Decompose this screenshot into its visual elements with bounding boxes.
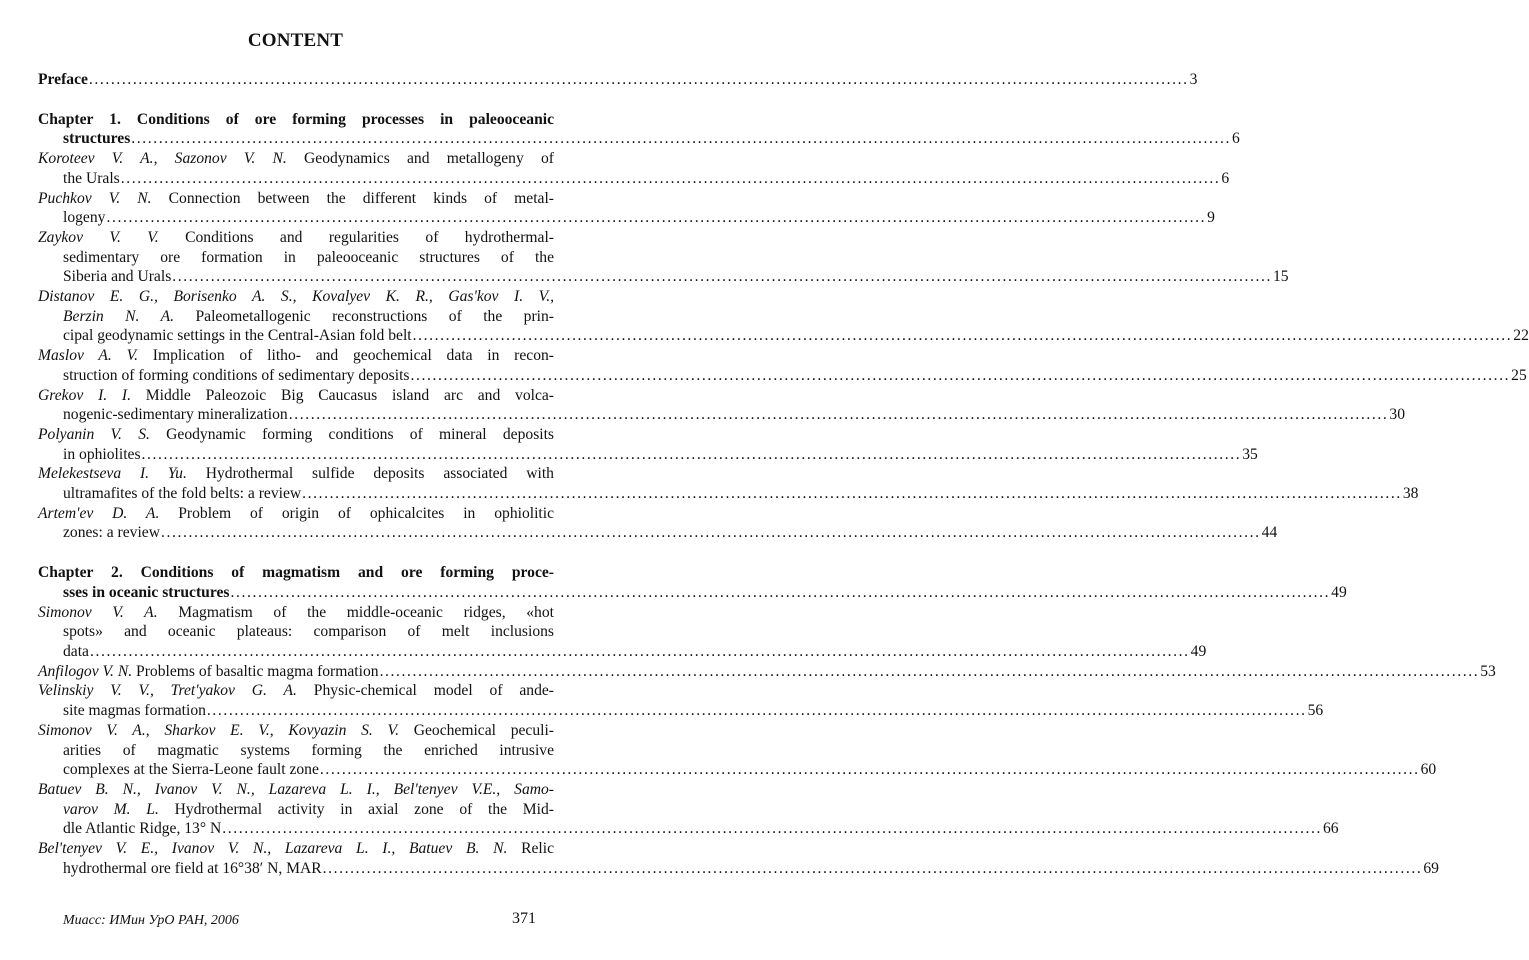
entry-line bbox=[38, 603, 554, 623]
entry-authors-cont: Berzin N. A. bbox=[63, 307, 175, 325]
entry-text: Chapter 2. Conditions of magmatism and ore forming proce- bbox=[38, 564, 554, 582]
dot-leader: ........................................................................................................................................................................................................ bbox=[410, 366, 1511, 384]
entry-line bbox=[38, 800, 554, 820]
toc-entry bbox=[38, 425, 1258, 464]
entry-line-with-page bbox=[38, 642, 1207, 662]
toc-entry bbox=[38, 780, 1339, 839]
entry-text: Paleometallogenic reconstructions of the prin- bbox=[195, 307, 554, 325]
entry-text: Relic bbox=[521, 840, 555, 858]
entry-line bbox=[38, 110, 554, 130]
toc-section-heading bbox=[38, 70, 1198, 90]
entry-text: hydrothermal ore field at 16°38′ N, MAR bbox=[63, 859, 322, 877]
entry-page-number: 56 bbox=[1307, 702, 1324, 720]
entry-authors: Simonov V. A. bbox=[38, 603, 158, 621]
entry-page-number: 60 bbox=[1420, 761, 1437, 779]
entry-line-text bbox=[63, 859, 322, 879]
entry-authors: Grekov I. I. bbox=[38, 386, 132, 404]
dot-leader: ........................................................................................................................................................................................................ bbox=[288, 406, 1389, 424]
entry-authors: Simonov V. A., Sharkov E. V., Kovyazin S. V. bbox=[38, 721, 399, 739]
entry-text: Siberia and Urals bbox=[63, 268, 172, 286]
dot-leader: ........................................................................................................................................................................................................ bbox=[412, 327, 1513, 345]
entry-text: sedimentary ore formation in paleooceanic structures of the bbox=[63, 248, 554, 266]
entry-authors: Velinskiy V. V., Tret'yakov G. A. bbox=[38, 682, 297, 700]
entry-authors: Puchkov V. N. bbox=[38, 189, 152, 207]
dot-leader: ........................................................................................................................................................................................................ bbox=[131, 130, 1231, 148]
entry-line-with-page bbox=[38, 819, 1339, 839]
toc-entry bbox=[38, 504, 1278, 543]
dot-leader: ........................................................................................................................................................................................................ bbox=[206, 702, 1307, 720]
entry-line-with-page bbox=[38, 445, 1258, 465]
entry-text: spots» and oceanic plateaus: comparison of melt inclusions bbox=[63, 623, 554, 641]
entry-line bbox=[38, 425, 554, 445]
entry-line-text bbox=[63, 169, 120, 189]
entry-line-text bbox=[63, 129, 130, 149]
toc-entry bbox=[38, 189, 1215, 228]
dot-leader: ........................................................................................................................................................................................................ bbox=[88, 71, 1189, 88]
entry-line-with-page bbox=[38, 405, 1406, 425]
entry-authors: Batuev B. N., Ivanov V. N., Lazareva L. I., Bel'tenyev V.E., Samo- bbox=[38, 780, 554, 798]
entry-line bbox=[38, 228, 554, 248]
entry-line bbox=[38, 346, 554, 366]
entry-authors: Artem'ev D. A. bbox=[38, 504, 160, 522]
entry-line-with-page bbox=[38, 662, 1496, 682]
entry-page-number: 66 bbox=[1322, 820, 1339, 838]
dot-leader: ........................................................................................................................................................................................................ bbox=[160, 524, 1261, 542]
entry-line-with-page bbox=[38, 169, 1230, 189]
entry-authors: Bel'tenyev V. E., Ivanov V. N., Lazareva L. I., Batuev B. N. bbox=[38, 840, 508, 858]
entry-page-number: 25 bbox=[1511, 366, 1527, 384]
publisher-footer: Миасс: ИМин УрО РАН, 2006 bbox=[63, 913, 239, 928]
entry-line-with-page bbox=[38, 70, 1198, 90]
entry-text: Geochemical peculi- bbox=[413, 721, 554, 739]
dot-leader: ........................................................................................................................................................................................................ bbox=[222, 820, 1322, 838]
entry-line-with-page bbox=[38, 129, 1240, 149]
entry-line-with-page bbox=[38, 484, 1419, 504]
page-number: 371 bbox=[512, 910, 536, 927]
dot-leader: ........................................................................................................................................................................................................ bbox=[319, 761, 1420, 779]
toc-entry bbox=[38, 721, 1437, 780]
entry-line-with-page bbox=[38, 859, 1439, 879]
entry-line-text bbox=[63, 445, 141, 465]
toc-entry bbox=[38, 464, 1419, 503]
page-title: CONTENT bbox=[247, 30, 344, 51]
entry-text: Hydrothermal sulfide deposits associated with bbox=[205, 465, 554, 483]
entry-text: Chapter 1. Conditions of ore forming processes in paleooceanic bbox=[38, 110, 554, 128]
entry-line bbox=[38, 189, 554, 209]
entry-text: Magmatism of the middle-oceanic ridges, «hot bbox=[178, 603, 554, 621]
entry-line bbox=[38, 287, 554, 307]
entry-authors-cont: varov M. L. bbox=[63, 800, 159, 818]
entry-text: logeny bbox=[63, 209, 106, 227]
entry-page-number: 6 bbox=[1221, 169, 1230, 187]
entry-text: Middle Paleozoic Big Caucasus island arc and volca- bbox=[145, 386, 554, 404]
entry-page-number: 38 bbox=[1402, 485, 1419, 503]
entry-line-with-page bbox=[38, 523, 1278, 543]
entry-line-text bbox=[63, 484, 301, 504]
entry-text: zones: a review bbox=[63, 524, 160, 542]
entry-text: Geodynamic forming conditions of mineral deposits bbox=[166, 425, 554, 443]
entry-text: site magmas formation bbox=[63, 702, 206, 720]
entry-line-with-page bbox=[38, 208, 1215, 228]
entry-page-number: 49 bbox=[1331, 583, 1347, 601]
entry-authors: Anfilogov V. N. bbox=[38, 662, 133, 680]
entry-text: cipal geodynamic settings in the Central-Asian fold belt bbox=[63, 327, 412, 345]
entry-authors: Distanov E. G., Borisenko A. S., Kovalyev K. R., Gas'kov I. V., bbox=[38, 288, 554, 306]
entry-line bbox=[38, 504, 554, 524]
entry-line bbox=[38, 307, 554, 327]
toc-entry bbox=[38, 346, 1527, 385]
entry-text: arities of magmatic systems forming the enriched intrusive bbox=[63, 741, 554, 759]
entry-text: dle Atlantic Ridge, 13° N bbox=[63, 820, 222, 838]
entry-line-text bbox=[63, 326, 412, 346]
dot-leader: ........................................................................................................................................................................................................ bbox=[379, 662, 1480, 680]
toc-section-heading bbox=[38, 563, 1347, 602]
entry-text: Conditions and regularities of hydrothermal- bbox=[185, 228, 554, 246]
toc-section-heading bbox=[38, 110, 1240, 149]
entry-line bbox=[38, 681, 554, 701]
toc-entry bbox=[38, 681, 1324, 720]
entry-authors: Koroteev V. A., Sazonov V. N. bbox=[38, 150, 287, 168]
entry-text: in ophiolites bbox=[63, 445, 141, 463]
entry-line-text bbox=[63, 642, 89, 662]
entry-text: complexes at the Sierra-Leone fault zone bbox=[63, 761, 319, 779]
entry-text: Implication of litho- and geochemical data in recon- bbox=[152, 347, 554, 365]
entry-text: Preface bbox=[38, 71, 88, 88]
entry-text: nogenic-sedimentary mineralization bbox=[63, 406, 288, 424]
dot-leader: ........................................................................................................................................................................................................ bbox=[172, 268, 1272, 286]
entry-text: struction of forming conditions of sedimentary deposits bbox=[63, 366, 410, 384]
dot-leader: ........................................................................................................................................................................................................ bbox=[120, 169, 1221, 187]
entry-line-text bbox=[63, 405, 288, 425]
entry-text: the Urals bbox=[63, 169, 120, 187]
entry-line-text bbox=[63, 701, 206, 721]
entry-line-text bbox=[38, 70, 88, 90]
entry-line-text bbox=[38, 662, 379, 682]
entry-line-with-page bbox=[38, 760, 1437, 780]
entry-line-with-page bbox=[38, 701, 1324, 721]
toc-entry bbox=[38, 149, 1230, 188]
entry-line bbox=[38, 721, 554, 741]
entry-page-number: 22 bbox=[1513, 327, 1529, 345]
entry-line bbox=[38, 780, 554, 800]
entry-line-with-page bbox=[38, 583, 1347, 603]
entry-authors: Maslov A. V. bbox=[38, 347, 138, 365]
entry-text: sses in oceanic structures bbox=[63, 583, 230, 601]
entry-authors: Polyanin V. S. bbox=[38, 425, 150, 443]
entry-page-number: 49 bbox=[1190, 642, 1207, 660]
toc-entry bbox=[38, 662, 1496, 682]
section-gap bbox=[38, 543, 554, 563]
entry-text: Physic-chemical model of ande- bbox=[313, 682, 554, 700]
toc-entry bbox=[38, 603, 1207, 662]
entry-line-text bbox=[63, 366, 409, 386]
entry-line-with-page bbox=[38, 326, 1529, 346]
dot-leader: ........................................................................................................................................................................................................ bbox=[106, 209, 1207, 227]
entry-line bbox=[38, 464, 554, 484]
dot-leader: ........................................................................................................................................................................................................ bbox=[230, 583, 1331, 601]
toc-entry bbox=[38, 287, 1529, 346]
toc-entry bbox=[38, 386, 1406, 425]
entry-line-with-page bbox=[38, 366, 1527, 386]
entry-line-text bbox=[63, 208, 105, 228]
entry-line-text bbox=[63, 819, 221, 839]
entry-page-number: 6 bbox=[1231, 130, 1240, 148]
entry-text: structures bbox=[63, 130, 131, 148]
entry-text: Problems of basaltic magma formation bbox=[136, 662, 379, 680]
entry-page-number: 3 bbox=[1189, 71, 1198, 88]
entry-page-number: 69 bbox=[1423, 859, 1439, 877]
dot-leader: ........................................................................................................................................................................................................ bbox=[322, 859, 1423, 877]
entry-page-number: 53 bbox=[1480, 662, 1496, 680]
entry-line bbox=[38, 149, 554, 169]
toc-entry bbox=[38, 839, 1439, 878]
dot-leader: ........................................................................................................................................................................................................ bbox=[141, 445, 1242, 463]
entry-page-number: 9 bbox=[1207, 209, 1215, 227]
entry-line-with-page bbox=[38, 267, 1289, 287]
entry-authors: Melekestseva I. Yu. bbox=[38, 465, 187, 483]
entry-line bbox=[38, 741, 554, 761]
section-gap bbox=[38, 90, 554, 110]
entry-text: ultramafites of the fold belts: a review bbox=[63, 485, 302, 503]
entry-text: Connection between the different kinds of metal- bbox=[168, 189, 554, 207]
entry-page-number: 44 bbox=[1261, 524, 1278, 542]
entry-text: data bbox=[63, 642, 89, 660]
entry-line bbox=[38, 386, 554, 406]
dot-leader: ........................................................................................................................................................................................................ bbox=[89, 642, 1190, 660]
entry-line bbox=[38, 563, 554, 583]
entry-line-text bbox=[63, 583, 229, 603]
entry-page-number: 35 bbox=[1242, 445, 1258, 463]
entry-line bbox=[38, 839, 554, 859]
entry-line-text bbox=[63, 760, 319, 780]
entry-text: Geodynamics and metallogeny of bbox=[304, 150, 554, 168]
entry-line bbox=[38, 248, 554, 268]
entry-page-number: 30 bbox=[1389, 406, 1406, 424]
entry-line bbox=[38, 622, 554, 642]
dot-leader: ........................................................................................................................................................................................................ bbox=[302, 485, 1402, 503]
entry-line-text bbox=[63, 523, 160, 543]
toc-entry bbox=[38, 228, 1289, 287]
entry-line-text bbox=[63, 267, 171, 287]
entry-text: Hydrothermal activity in axial zone of the Mid- bbox=[174, 800, 554, 818]
entry-text: Problem of origin of ophicalcites in ophiolitic bbox=[178, 504, 554, 522]
table-of-contents bbox=[38, 70, 1529, 878]
entry-page-number: 15 bbox=[1272, 268, 1289, 286]
entry-authors: Zaykov V. V. bbox=[38, 228, 159, 246]
